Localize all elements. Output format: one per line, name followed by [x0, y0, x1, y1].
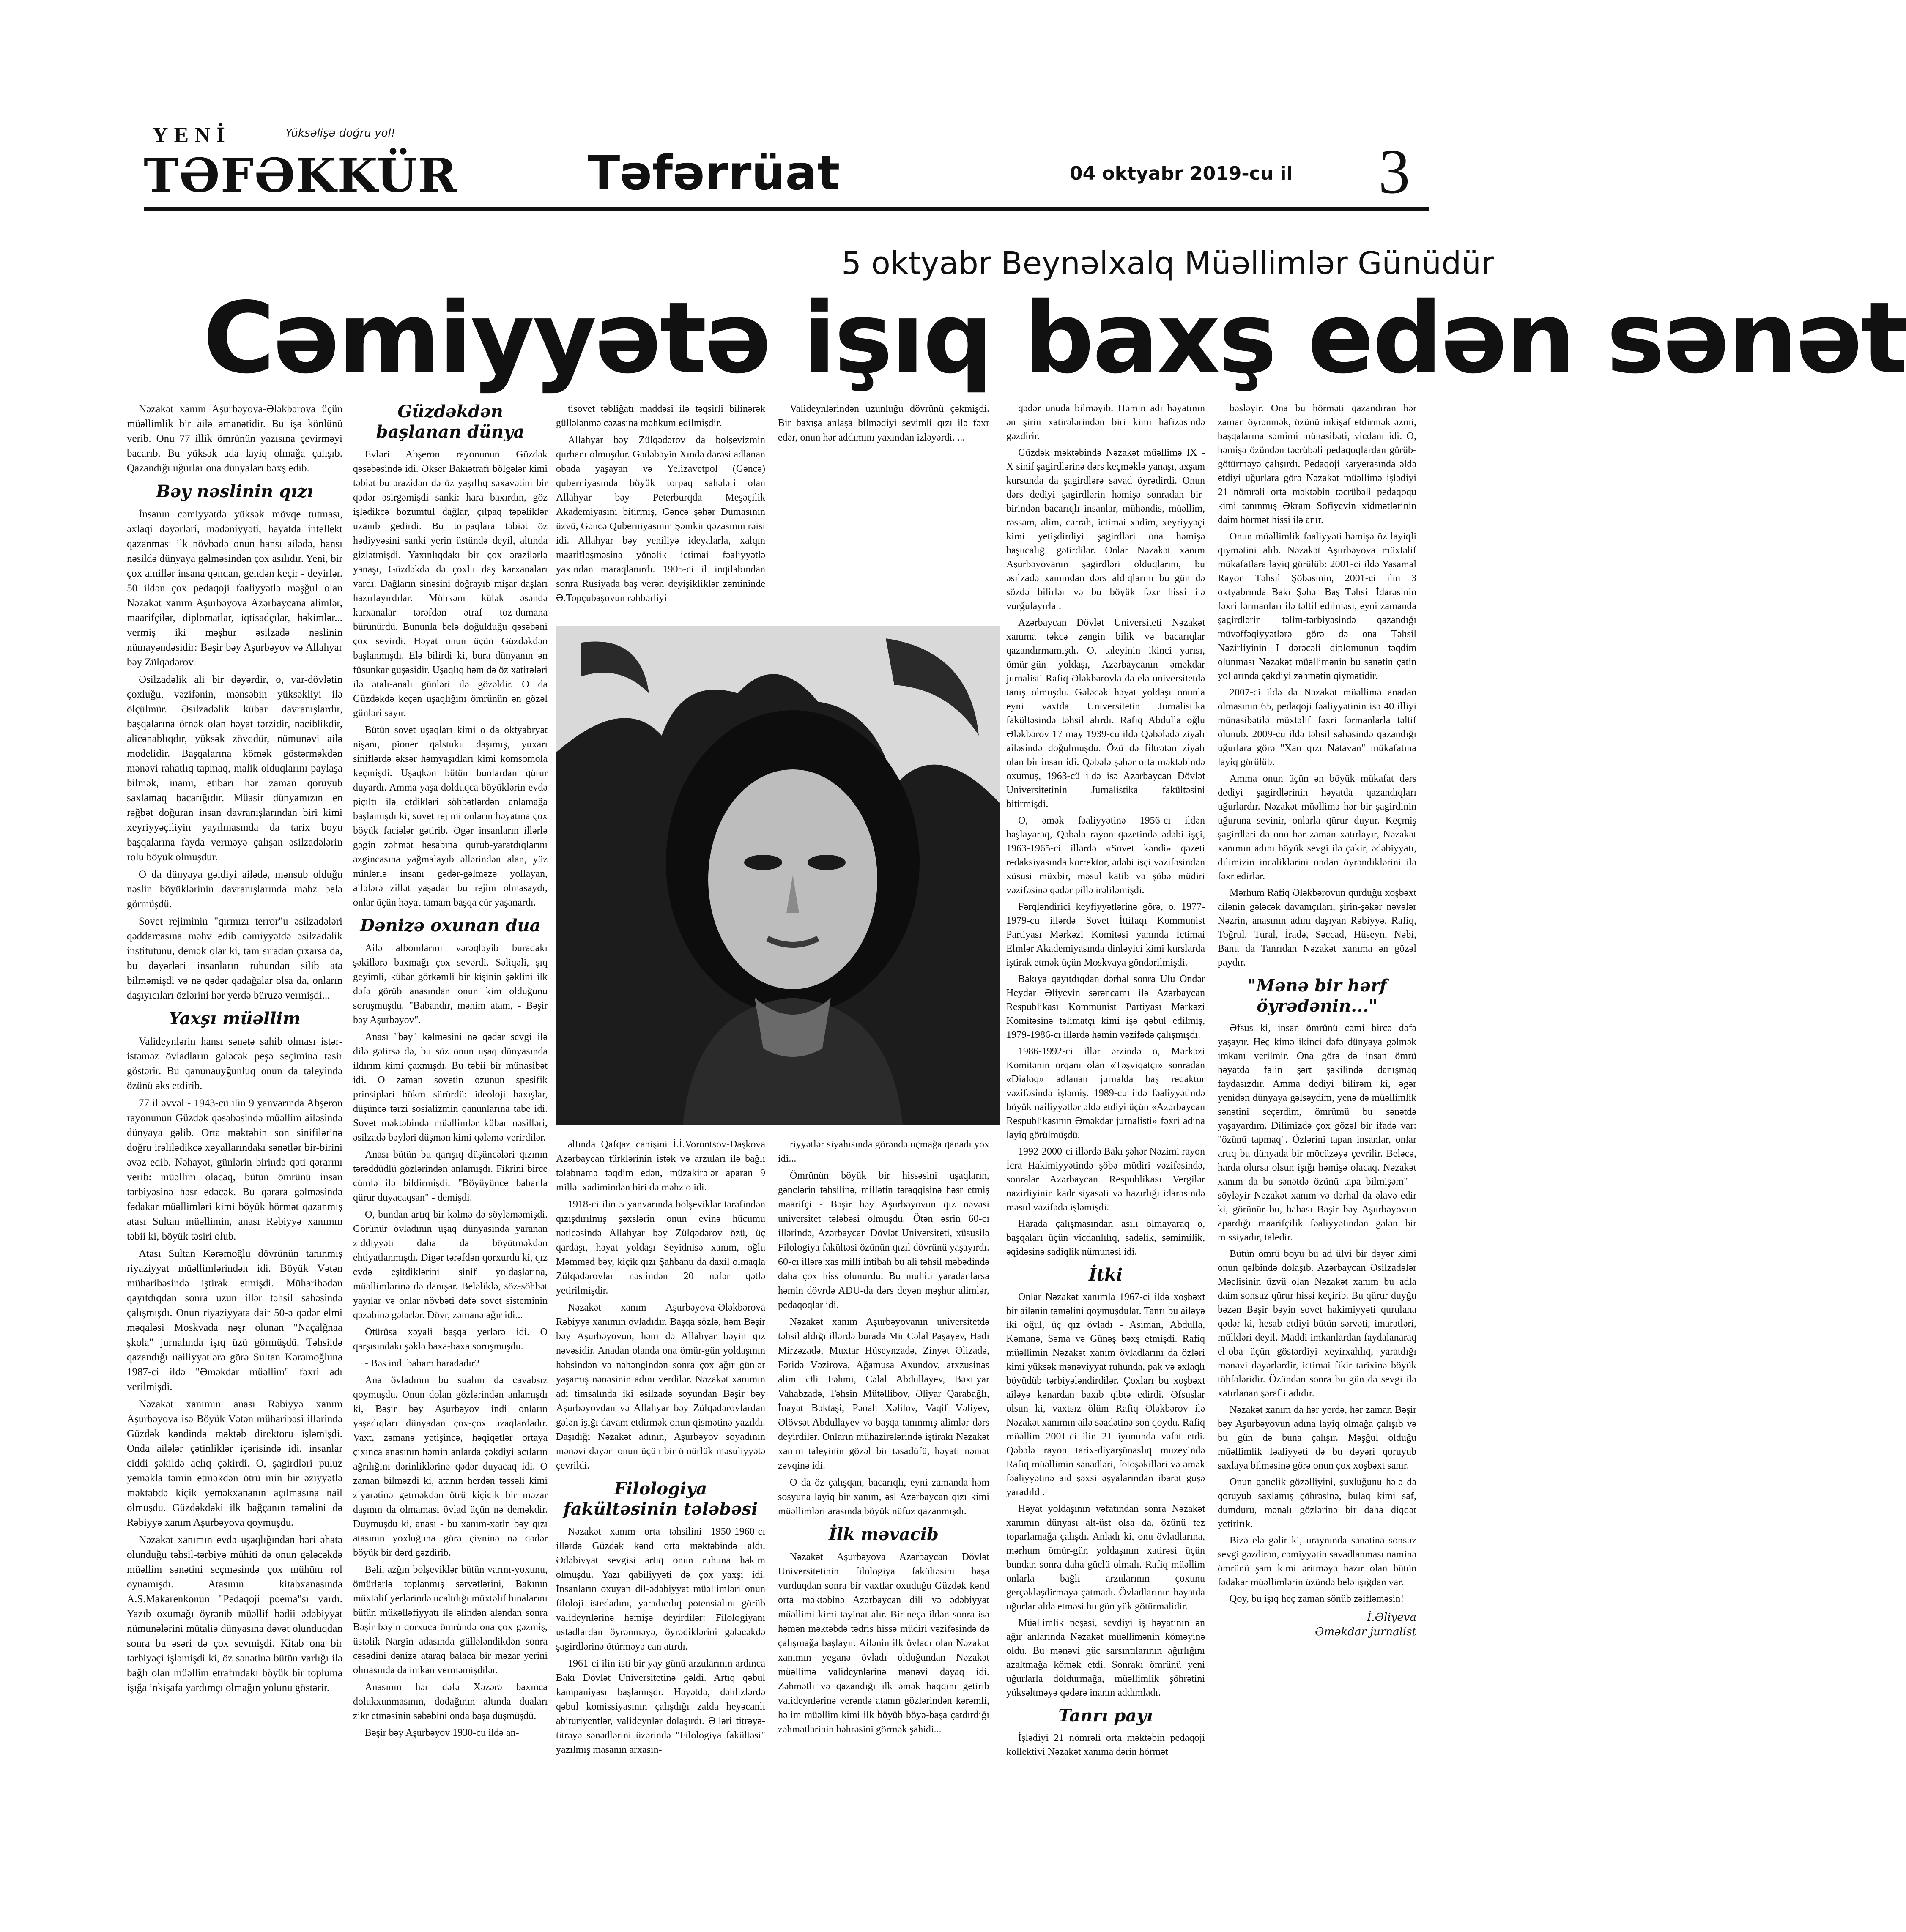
paragraph: Ailə albomlarını vərəqləyib buradakı şəkillərə baxmağı çox sevərdi. Səliqəli, şıq geyimli, kübar görkəmli bir kişinin şəklini ilk dəfə görüb anasından onun kim olduğunu soruşmuşdu. "Babandır, mənim atam, - Bəşir bəy Aşurbəyov". — [353, 943, 548, 1026]
article-headline: Cəmiyyətə işıq baxş edən sənət — [203, 281, 1906, 395]
issue-date: 04 oktyabr 2019-cu il — [1070, 163, 1293, 184]
paragraph: Valideynlərindən uzunluğu dövrünü çəkmişdi. Bir baxışa anlaşa bilmədiyi sevimli qızı ilə fəxr edər, onun hər addımını yaxından izləyərdi. ... — [778, 403, 989, 443]
paragraph: Anası "bəy" kəlməsini nə qədər sevgi ilə dilə gətirsə də, bu söz onun uşaq dünyasında ildırım kimi çaxmışdı. Bu təbii bir münasibət idi. O zaman sovetin ozunun spesifik prinsipləri hökm sürürdü: ideoloji baxışlar, düşüncə tərzi sosializmin qanunlarına tabe idi. Sovet məktəbində müəllimlər kübar nəsilləri, əsilzadə bəyləri düşmən kimi qələmə verirdilər. — [353, 1032, 548, 1143]
paragraph: Bütün ömrü boyu bu ad ülvi bir dəyər kimi onun qəlbində dolaşıb. Azərbaycan Əsilzadələr Məclisinin üzvü olan Nəzakət xanım bu adla daim sonsuz qürur hissi keçirib. Bu qürur duyğu bəzən Bəşir bəyin sovet hakimiyyəti qurulana qədər ki, hesab etdiyi bütün sərvəti, imarətləri, mülkləri deyil. Maddi imkanlardan faydalanaraq el-oba üçün göstərdiyi xeyirxahlıq, yaratdığı mənəvi dəyərlərdir, ictimai fikir tarixinə böyük töhfələridir. Özündən sonra bu gün də sevgi ilə xatırlanan şərafli adıdır. — [1218, 1248, 1416, 1399]
portrait-illustration — [556, 626, 1000, 1125]
paragraph: Əfsus ki, insan ömrünü cəmi bircə dəfə yaşayır. Heç kimə ikinci dəfə dünyaya gəlmək imkanı verilmir. Ona görə də insan ömrü həyatda fəlin şərt şəkilində danışmaq faydasızdır. Amma dediyi bilirəm ki, əgər yenidən dünyaya gəlsəydim, yenə də müəllimlik sənətini seçərdim, ömrümü bu sənətdə yaşayardım. Dilimizdə çox gözəl bir ifadə var: "özünü tapmaq". Özlərini tapan insanlar, onlar artıq bu dünyada bir möcüzəyə çevrilir. Beləcə, harda olursa olsun işığı həmişə olacaq. Nəzakət xanım da bu sənətdə özünü tapa bilmişəm" - söyləyir Nəzakət xanım və dərhal da əlavə edir ki, görünür bu, babası Bəşir bəy Aşurbəyovun apardığı maarifçilik fəaliyyətindən gələn bir missiyadır, taledir. — [1218, 1023, 1416, 1243]
paragraph: Mərhum Rafiq Ələkbərovun qurduğu xoşbəxt ailənin gələcək davamçıları, şirin-şəkər nəvələr Nəzrin, anasının adını daşıyan Rəbiyyə, Rafiq, Toğrul, Tural, İradə, Səccad, Hüseyn, Nəbi, Banu da Tanrıdan Nəzakət xanıma ən gözəl paydır. — [1218, 887, 1416, 968]
paragraph: Güzdək məktəbində Nəzakət müəllimə IX - X sinif şagirdlərinə dərs keçməklə yanaşı, axşam kursunda da şagirdlərə savad öyrədirdi. Onun dərs dediyi şagirdlərin həmişə sonradan bir-birindən bacarıqlı insanlar, mühəndis, müəllim, rəssam, alim, cərrah, ictimai xadim, xeyriyyəçi kimi yetişdirdiyi şagirdləri ona həmişə başucalığı gətirdilər. Onlar Nəzakət xanım Aşurbəyovanın şagirdləri olduqlarını, bu əsilzadə xanımdan dərs aldıqlarını bu gün də sözdə bilirlər və bu böyük fəxr hissi ilə vurğulayırlar. — [1006, 447, 1205, 612]
subheading: fakültəsinin tələbəsi — [563, 1499, 758, 1519]
author-role: Əməkdar jurnalist — [1315, 1626, 1416, 1638]
section-title: Təfərrüat — [588, 146, 840, 201]
column-5 — [1006, 402, 1205, 1762]
page-number: 3 — [1378, 137, 1410, 207]
masthead-slogan: Yüksəlişə doğru yol! — [285, 127, 396, 140]
column-1 — [127, 402, 342, 1698]
paragraph: 77 il əvvəl - 1943-cü ilin 9 yanvarında Abşeron rayonunun Güzdək qəsəbəsində müəllim ailəsində dünyaya gəlib. Orta məktəbin son sinifilərinə doğru irəlilədikcə xəyallarındakı sənətlər bir-birini əvəz edib. Nəhayət, günlərin birində qəti qərarını verib: müəllim olacaq, bütün ömrünü insan tərbiyəsinə həsr edəcək. Bu qərara gəlməsində fədakar müəllimləri kimi böyük hörmət qazanmış atası Sultan müəllimin, anası Rəbiyyə xanımın təbii ki, böyük təsiri olub. — [127, 1097, 342, 1242]
paragraph: Azərbaycan Dövlət Universiteti Nəzakət xanıma təkcə zəngin bilik və bacarıqlar qazandırmamışdı. O, taleyinin ikinci yarısı, ömür-gün yoldaşı, Azərbaycanın əməkdar jurnalisti Rafiq Ələkbərovla da elə universitetdə tanış olmuşdu. Gələcək həyat yoldaşı onunla eyni vaxtda Universitetin Jurnalistika fakültəsində təhsil alırdı. Rafiq Abdulla oğlu Ələkbərov 17 may 1939-cu ildə Qəbələdə ziyalı ailəsində doğulmuşdu. Özü də filtrətən ziyalı olan bir insan idi. Qəbələ şəhər orta məktəbində oxumuş, 1963-cü ildə isə Azərbaycan Dövlət Universitetinin Jurnalistika fakültəsini bitirmişdi. — [1006, 617, 1205, 810]
article-kicker: 5 oktyabr Beynəlxalq Müəllimlər Günüdür — [841, 245, 1494, 282]
column-6 — [1218, 402, 1416, 1639]
paragraph: tisovet təbliğatı maddəsi ilə təqsirli bilinərək güllələnmə cəzasına məhkum edilmişdir. — [556, 403, 765, 429]
paragraph: Nəzakət Aşurbəyova Azərbaycan Dövlət Universitetinin filologiya fakültəsini başa vurduqdan sonra bir vaxtlar oxuduğu Güzdək kənd orta məktəbinə Azərbaycan dili və ədəbiyyat müəllimi kimi təyinat alır. Bir neçə ildən sonra isə həmən məktəbdə tədris hissə müdiri vəzifəsində də çalışmağa başlayır. Ailənin ilk övladı olan Nəzakət xanımın yeganə övladı olduğundan Nəzakət müəllimə valideynlərinə mənəvi dayaq idi. Zəhmətli və qazandığı ilk əmək haqqını getirib valideynlərinə verəndə atanın gözlərindən kərəmli, həlim müəllim kimi ilk böyüb böyə-başa çatdırdığı zəhmətlərinin bəhrəsini görmək şahidi... — [778, 1552, 989, 1735]
paragraph: Amma onun üçün ən böyük mükafat dərs dediyi şagirdlərinin həyatda qazandıqları uğurlardır. Nəzakət müəllimə hər bir şagirdinin uğuruna sevinir, onlarla qürur duyur. Keçmiş şagirdləri də onu hər zaman xatırlayır, Nəzakət xanımın adını böyük sevgi ilə çəkir, ədəbiyyatı, dilimizin incəliklərini ondan öyrəndiklərini ilə fəxr edirlər. — [1218, 773, 1416, 882]
paragraph: O da öz çalışqan, bacarıqlı, eyni zamanda həm sosyuna layiq bir xanım, əsl Azərbaycan qızı kimi müəllimləri arasında böyük nüfuz qazanmışdı. — [778, 1477, 989, 1517]
column-3-bottom — [556, 1137, 765, 1760]
paragraph: Anasının hər dəfə Xəzərə baxınca dolukxunmasının, dodağının altında duaları zikr etməsinin səbəbini onda başa düşmüşdü. — [353, 1682, 548, 1721]
paragraph: Nəzakət xanım orta təhsilini 1950-1960-cı illərdə Güzdək kənd orta məktəbində aldı. Ədəbiyyat sevgisi artıq onun ruhuna hakim olmuşdu. Yazı qabiliyyəti də çox yaxşı idi. İnsanların oxuyan dil-ədəbiyyat müəllimləri onun filoloji istedadını, yaradıcılıq potensialını görüb valideynlərinə həmişə deyirdilər: Filologiyanı ustadlardan öyrənməyə, öyrədiklərini gələcəkdə şagirdlərinə ötürməyə can atırdı. — [556, 1526, 765, 1652]
subheading: İlk məvacib — [829, 1524, 939, 1544]
paragraph: Ana övladının bu sualını da cavabsız qoymuşdu. Onun dolan gözlərindən anlamışdı ki, Bəşir bəy Aşurbəyov indi onların yaşadıqları dünyadan çox-çox uzaqlardadır. Vaxt, zəmanə yetişincə, həqiqətlər ortaya çıxınca anasının həmin anlarda çəkdiyi acıların ağrılığını dərinliklərinə qədər duyacaq idi. O zaman bilməzdi ki, atanın herdən təssəli kimi ziyarətinə getməkdən ötrü kiçicik bir məzar daşının da olmaması övlad üçün nə deməkdir. Duymuşdu ki, anası - bu xanım-xatin bəy qızı atasının yoxluğuna görə çiyninə nə qədər böyük bir dərd gəzdirib. — [353, 1375, 548, 1558]
paragraph: Nəzakət xanımın evdə uşaqlığından bəri əhatə olunduğu təhsil-tərbiyə mühiti də onun gələcəkdə müəllim sənətini seçməsində çox mühüm rol oynamışdı. Atasının kitabxanasında A.S.Makarenkonun "Pedaqoji poema"sı vardı. Yazıb oxumağı öyrənib müəllif bədii ədəbiyyat nümunələrini mütaliə dünyasına dəvət olunduqdan sonra bu əsəri də çox sevmişdi. Kitab ona bir tərbiyəçi işləmişdi ki, öz sənətinə bütün varlığı ilə bağlı olan müəllim etrafındakı böyük bir topluma işığa inkişafa yardımçı olmağın yolunu göstərir. — [127, 1534, 342, 1694]
masthead-logo-small: YENİ — [152, 123, 231, 147]
author-signature — [1218, 1610, 1416, 1639]
subheading: Filologiya — [614, 1479, 707, 1499]
subheading: Bəy nəslinin qızı — [156, 482, 314, 501]
paragraph: riyyətlər siyahısında görəndə uçmağa qanadı yox idi... — [778, 1139, 989, 1164]
paragraph: Onun müəllimlik fəaliyyəti həmişə öz layiqli qiymətini alıb. Nəzakət Aşurbəyova müxtəlif mükafatlara layiq görülüb: 2001-ci ildə Yasamal Rayon Təhsil Şöbəsinin, 2001-ci ilin 3 oktyabrında Bakı Şəhər Baş Təhsil İdarəsinin fəxri fərmanları ilə təltif edilməsi, eyni zamanda şagirdlərin təlim-tərbiyəsində qazandığı müvəffəqiyyətlərə görə də ona Təhsil Nazirliyinin I dərəcəli diplomunun təqdim olunması Nəzakət müəllimənin bu sənətin çətin yollarında çəkdiyi zəhmətin qiymətidir. — [1218, 531, 1416, 681]
paragraph: Bakıya qayıtdıqdan dərhal sonra Ulu Öndər Heydər Əliyevin sərəncamı ilə Azərbaycan Respublikası Kommunist Partiyası Mərkəzi Komitəsinə təlimatçı kimi işə qəbul edilmiş, 1979-1986-cı illərdə həmin vəzifədə çalışmışdı. — [1006, 974, 1205, 1040]
paragraph: Harada çalışmasından asılı olmayaraq o, başqaları üçün vicdanlılıq, sadəlik, səmimilik, əqidəsinə sadiqlik nümunəsi idi. — [1006, 1218, 1205, 1257]
paragraph: Bizə elə gəlir ki, uraynında sənətinə sonsuz sevgi gəzdirən, cəmiyyətin savadlanması naminə ömrünü şam kimi əritməyə hazır olan bütün fədakar müəllimlərin üzündə belə işığdan var. — [1218, 1535, 1416, 1588]
paragraph: Nəzakət xanım Aşurbəyovanın universitetdə təhsil aldığı illərdə burada Mir Cəlal Paşayev, Hadi Mirzəzadə, Muxtar Hüseynzadə, Zinyət Əlizadə, Fəridə Vəzirova, Ağamusa Axundov, arxzusinas alim Əli Fəhmi, Cəlal Abdullayev, Bəxtiyar Vahabzadə, Təhsin Mütəllibov, Əliyar Qarabağlı, İnayət Bəktaşi, Pənah Xəlilov, Vaqif Vəliyev, Əlövsət Abdullayev və başqa tanınmış alimlər dərs deyirdilər. Onların mühazirələrində iştirakı Nəzakət xanım taleyinin gözəl bir təsadüfü, həyati nəmət zəvqinə idi. — [778, 1316, 989, 1471]
paragraph: Bütün sovet uşaqları kimi o da oktyabryat nişanı, pioner qalstuku daşımış, yuxarı siniflərdə əksər həmyaşıdları kimi komsomola keçmişdi. Uşaqkən bütün bunlardan qürur duyardı. Amma yaşa dolduqca böyüklərin evdə piçıltı ilə etdikləri söhbətlərdən anlamağa başlamışdı ki, sovet rejimi onların həyatına çox böyük faciələr gətirib. Əgər insanların illərlə gəgin zəhmət hesabına qurub-yaratdıqlarını əzgincasına yağmalayıb əllərindən alan, yüz minlərlə insanı gədər-gəlməzə yollayan, ailələrə zillət yaşadan bu rejim olmasaydı, onlar üçün həyat tamam başqa cür yaşanardı. — [353, 725, 548, 908]
paragraph: altında Qafqaz canişini İ.İ.Vorontsov-Daşkova Azərbaycan türklərinin istək və arzuları ilə bağlı təlabnamə təqdim edən, müzakirələr aparan 9 millət xadimindən biri də məhz o idi. — [556, 1139, 765, 1193]
column-4-top — [778, 402, 989, 447]
subheading: öyrədənin..." — [1257, 996, 1377, 1016]
column-4-bottom — [778, 1137, 989, 1739]
paragraph: Nəzakət xanım Aşurbəyova-Ələkbərova üçün müəllimlik bir ailə əmanətidir. Bu işə könlünü verib. Onu 77 illik ömrünün yazısına çevirməyi bacarıb. Bu yüksək ada layiq olmağa çalışıb. Qazandığı uğurlar ona dünyaları bəxş edib. — [127, 403, 342, 474]
subheading: "Mənə bir hərf — [1247, 976, 1387, 996]
paragraph: Ötürüsa xəyali başqa yerlərə idi. O qarşısındakı şəklə baxa-baxa soruşmuşdu. — [353, 1327, 548, 1352]
subheading: Yaxşı müəllim — [169, 1009, 301, 1029]
author-name: İ.Əliyeva — [1367, 1611, 1416, 1624]
paragraph: Allahyar bəy Zülqədərov da bolşevizmin qurbanı olmuşdur. Gədəbəyin Xındə dərəsi adlanan obada yaşayan və Yelizavetpol (Gəncə) quberniyasında böyük torpaq sahələri olan Allahyar bəy Peterburqda Meşəçilik Akademiyasını bitirmiş, Gəncə şəhər Dumasının üzvü, Gəncə Quberniyasının Şəmkir qəzasının rəisi idi. Allahyar bəy yeniliyə ideyalarla, xalqın maarifləşməsinə yönəlik ictimai fəaliyyətlə yaxından maraqlanırdı. 1905-ci il inqilabından sonra Rusiyada baş verən deyişikliklər zəmininde Ə.Topçubaşovun rəhbərliyi — [556, 435, 765, 604]
paragraph: 1961-ci ilin isti bir yay günü arzularının ardınca Bakı Dövlət Universitetinə gəldi. Artıq qəbul kampaniyası başlamışdı. Həyətdə, dəhlizlərdə qəbul komissiyasının çalışdığı zalda heyəcanlı abituriyentlər, valideynlər dolaşırdı. Əlləri titrəyə-titrəyə sənədlərini üzərində "Filologiya fakültəsi" yazılmış masanın arxasın- — [556, 1658, 765, 1755]
paragraph: 1986-1992-ci illər ərzində o, Mərkəzi Komitənin orqanı olan «Təşviqatçı» sonradan «Dialoq» adlanan jurnalda baş redaktor vəzifəsində işləmiş. 1989-cu ildə fəaliyyətində böyük nailiyyətlər əldə etdiyi üçün «Azərbaycan Respublikasının Əməkdar jurnalisti» fəxri adına layiq görülmüşdü. — [1006, 1046, 1205, 1141]
paragraph: O, bundan artıq bir kəlmə də söyləməmişdi. Görünür övladının uşaq dünyasında yaranan ziddiyyəti daha da böyütməkdən ehtiyatlanmışdı. Digər tərəfdən qorxurdu ki, qız evdə eşitdiklərini sinif yoldaşlarına, müəllimlərinə də danışar. Beləliklə, söz-söhbət yayılar və onlar növbəti dəfə sovet sisteminin qəzəbinə gələrlər. Dövr, zəmanə ağır idi... — [353, 1209, 548, 1321]
paragraph: Onun gənclik gözəlliyini, şuxluğunu hələ də qoruyub saxlamış çöhrəsinə, bulaq kimi saf, dumduru, mənalı gözlərinə bir daha diqqət yetirirık. — [1218, 1477, 1416, 1530]
paragraph: Onlar Nəzakət xanımla 1967-ci ildə xoşbəxt bir ailənin təməlini qoymuşdular. Tanrı bu ailəyə iki oğul, üç qız övladı - Asiman, Abdulla, Kəmanə, Səma və Günəş bəxş etmişdi. Rafiq müəllimin Nəzakət xanım övladlarını da özləri kimi yüksək mənəviyyat ruhunda, pak və əxlaqlı böyüdüb tərbiyələndirdilər. Çoxları bu xoşbəxt ailəyə kənardan baxıb qibtə edirdi. Əfsuslar olsun ki, vaxtsız ölüm Rafiq Ələkbərov ilə Nəzakət xanımın ailə səadətinə son qoydu. Rafiq müəllim 2001-ci ilin 21 iyununda vəfat etdi. Qəbələ rayon tarix-diyarşünaslıq muzeyində Rafiq müəllimin sənədləri, fotoşəkilləri və əmək fəaliyyətinə aid şəxsi əşyalarından ibarət guşə yaradıldı. — [1006, 1292, 1205, 1498]
portrait-photo — [556, 626, 1000, 1125]
subheading: Tanrı payı — [1058, 1706, 1153, 1726]
subheading: Dənizə oxunan dua — [360, 916, 541, 936]
subheading: İtki — [1088, 1265, 1123, 1285]
paragraph: Müəllimlik peşəsi, sevdiyi iş həyatının ən ağır anlarında Nəzakət müəllimənin köməyinə oldu. Bu mənəvi güc sarsıntılarının ağırlığını azaltmağa kömək etdi. Sonrakı ömrünü yeni uğurlarla doldurmağa, müəllimlik şöhrətini yüksəltməyə qədərə inanın addımladı. — [1006, 1617, 1205, 1698]
paragraph: Nəzakət xanımın anası Rəbiyyə xanım Aşurbəyova isə Böyük Vətən müharibəsi illərində Güzdək kəndində məktəb direktoru işləmişdi. Onda ailələr çətinliklər içərisində idi, insanlar ciddi şəkildə aclıq çəkirdi. O, şagirdləri puluz yeməkla təmin etməkdən ötrü min bir əziyyətlə məktəbdə kiçik yeməkxananın açılmasına nail olmuşdu. Güzdəkdəki ilk bağçanın təməlini də Rəbiyyə xanım Aşurbəyova qoymuşdu. — [127, 1398, 342, 1528]
paragraph: Atası Sultan Kərəmoğlu dövrünün tanınmış riyaziyyat müəllimlərindən idi. Böyük Vətən müharibəsində iştirak etmişdi. Müharibədən qayıtdıqdan sonra uzun illər təhsil sahəsində çalışmışdı. Onun riyaziyyata dair 50-ə qədər elmi məqaləsi Moskvada nəşr olunan "Naçalğnaa şkola" jurnalında işıq üzü görmüşdü. Təhsildə qazandığı nailiyyətlərə görə Sultan Kərəmoğluna 1987-ci ildə "Əməkdar müəllim" fəxri adı verilmişdi. — [127, 1248, 342, 1393]
paragraph: Anası bütün bu qarışıq düşüncələri qızının tərəddüdlü gözlərindən anlamışdı. Fikrini birce cümlə ilə bildirmişdi: "Böyüyünce babanla qürur duyacaqsan" - demişdi. — [353, 1149, 548, 1203]
paragraph: 1918-ci ilin 5 yanvarında bolşeviklər tərəfindən qızışdırılmış şəxslərin onun evinə hücumu nəticəsində Allahyar bəy Zülqədərov özü, üç qardaşı, həyat yoldaşı Seyidnisə xanım, oğlu Məmməd bəy, kiçik qızı Şahbanu da daxil olmaqla Zülqədərovlar nəslindən 20 nəfər qətlə yetirilmişdir. — [556, 1199, 765, 1296]
paragraph: Valideynlərin hansı sənətə sahib olması istər-istəməz övladların gələcək peşə seçiminə təsir göstərir. Bu qanunauyğunluq onun da taleyində özünü əks etdirib. — [127, 1036, 342, 1092]
paragraph: İşlədiyi 21 nömrəli orta məktəbin pedaqoji kollektivi Nəzakət xanıma dərin hörmət — [1006, 1732, 1205, 1757]
paragraph: 1992-2000-ci illərdə Bakı şəhər Nəzimi rayon İcra Hakimiyyətində şöbə müdiri vəzifəsində, sonralar Azərbaycan Respublikası Vergilər nazirliyinin kadr siyasəti və hazırlığı idarəsində məsul vəzifədə işləmişdi. — [1006, 1146, 1205, 1213]
paragraph: Qoy, bu işıq heç zaman sönüb zəifləməsin! — [1230, 1593, 1404, 1604]
paragraph: Həyat yoldaşının vəfatından sonra Nəzakət xanımın dünyası alt-üst olsa da, özünü tez toparlamağa çalışdı. Anladı ki, onu övladlarına, mərhum ömür-gün yoldaşının xatirəsi üçün bundan sonra daha güclü olmalı. Rafiq müəllim onlarla bağlı arzularının çoxunu gerçəkləşdirməyə çatmadı. Övladlarının həyatda uğurlar əldə etməsi bu gün yük götürməlidir. — [1006, 1503, 1205, 1612]
paragraph: İnsanın cəmiyyətdə yüksək mövqe tutması, əxlaqi dəyərləri, mədəniyyəti, hayatda intellekt qazanması ilk növbədə onun hansı ailədə, hansı nəsildə dünyaya gəlməsindən çox asılıdır. Yeni, bir çox amillər insana qəndan, gendən keçir - deyirlər. 50 ildən çox pedaqoji fəaliyyətlə məşğul olan Nəzakət xanım Aşurbəyova Azərbaycana alimlər, maarifçilər, diplomatlar, iqtisadçılar, həkimlər... vermiş iki məşhur əsilzadə nəslinin nümayəndəsidir: Bəşir bəy Aşurbəyov və Allahyar bəy Zülqədərov. — [127, 509, 342, 668]
paragraph: O da dünyaya gəldiyi ailədə, mənsub olduğu nəslin böyüklərinin davranışlarında məhz belə görmüşdü. — [127, 869, 342, 910]
paragraph: Əsilzadəlik ali bir dəyərdir, o, var-dövlətin çoxluğu, vəzifənin, mənsəbin yüksəkliyi ilə ölçülmür. Əsilzadəlik kübar davranışlardır, başqalarına örnək olan həyat tərzidir, nəciblikdir, alicənablıqdır, yüksək zövqdür, nümunəvi ailə modelidir. Başqalarına kömək göstərməkdən mənəvi rahatlıq tapmaq, malik olduqlarını paylaşa bilmək, inamı, etibarı hər zaman qoruyub saxlamaq bacarığıdır. Müasir dünyamızın en rəğbət doğuran insan davranışlarından biri kimi xeyriyyəçiliyin yayılmasında da tarix boyu başqalarına fayda verməyə çalışan əsilzadələrin rolu böyük olmuşdur. — [127, 674, 342, 863]
subheading: başlanan dünya — [376, 422, 525, 442]
paragraph: Bəşir bəy Aşurbəyov 1930-cu ildə an- — [365, 1727, 519, 1738]
masthead-logo: TƏFƏKKÜR — [144, 148, 458, 203]
paragraph: Nəzakət xanım Aşurbəyova-Ələkbərova Rəbiyyə xanımın övladıdır. Başqa sözlə, həm Bəşir bəy Aşurbəyovun, həm də Allahyar bəyin qız nəvəsidir. Anadan olanda ona ömür-gün yoldaşının həbsindən və nəhəngindən sonra çox ağır günlər yaşamış nənəsinin adını verdilər. Nəzakət xanımın adı timsalında iki əsilzadə soyundan Bəşir bəy Aşurbəyovdan və Allahyar bəy Zülqədərovlardan gələn işığı davam etdirmək onun qismətinə yazıldı. Daşıdığı Nəzakət adının, Aşurbəyov soyadının mənəvi dəyəri onun üçün bir ömürlük məsuliyyətə çevrildi. — [556, 1302, 765, 1471]
paragraph: qədər unuda bilməyib. Həmin adı həyatının ən şirin xatirələrindən biri kimi hafizəsində gəzdirir. — [1006, 403, 1205, 442]
paragraph: Fərqləndirici keyfiyyətlərinə görə, o, 1977-1979-cu illərdə Sovet İttifaqı Kommunist Partiyası Mərkəzi Komitəsi yanında İctimai Elmlər Akademiyasında dinləyici kimi kurslarda iştirak etmək üçün Moskvaya göndərilmişdi. — [1006, 901, 1205, 968]
column-2 — [353, 402, 548, 1743]
paragraph: 2007-ci ildə də Nəzakət müəllimə anadan olmasının 65, pedaqoji fəaliyyətinin isə 40 illiyi münasibətilə müxtəlif fəxri fərmanlarla təltif olunub. 2009-cu ildə təhsil sahəsində qazandığı uğurlara görə "Xan qızı Natavan" mükafatına layiq görülüb. — [1218, 687, 1416, 768]
paragraph: Bəli, azğın bolşeviklər bütün varını-yoxunu, ömürlərlə toplanmış sərvətlərini, Bakının müxtəlif yerlərində ucaltdığı müxtəlif binalarını bütün mükəlləfiyyatı ilə əlindən aləndan sonra Bəşir bəyin qorxuca ömründə ona çox gəzmiş, üstəlik Nargin adasında güllələndikdən sonra cəsədini dənizə ataraq balaca bir məzar yerini olmasında da imkan verməmişdilər. — [353, 1564, 548, 1676]
paragraph: - Bəs indi babam haradadır? — [365, 1358, 479, 1369]
paragraph: Sovet rejiminin "qırmızı terror"u əsilzadələri qəddarcasına məhv edib cəmiyyətdə əsilzadəlik institutunu, demək olar ki, tam sıradan çıxarsa da, bu dəyərləri insanların ruhundan silib ata bilməmişdi və nə qədər qadağalar olsa da, onların daşıyıcıları özlərini hər yerdə büruzə vermişdi... — [127, 916, 342, 1001]
paragraph: Ömrünün böyük bir hissəsini uşaqların, gənclərin təhsilinə, millətin tərəqqisinə həsr etmiş maarifçi - Bəşir bəy Aşurbəyovun qız nəvəsi universitet tələbəsi olmuşdu. Ötən əsrin 60-cı illərində, Azərbaycan Dövlət Universiteti, xüsusilə Filologiya fakültəsi özünün qızıl dövrünü yaşayırdı. 60-cı illərə xas milli intibah bu ali təhsil məbədində daha çox hiss olunurdu. Bu muhiti yaradanlarsa həmin dövrdə ADU-da dərs deyən məşhur alimlər, pedaqoqlar idi. — [778, 1170, 989, 1311]
paragraph: O, əmək fəaliyyətinə 1956-cı ildən başlayaraq, Qəbələ rayon qəzetində ədəbi işçi, 1963-1965-ci illərdə «Sovet kəndi» qəzeti redaksiyasında korrektor, ədəbi işçi vəzifəsindən xüsusi müxbir, məsul katib və şöbə müdiri vəzifəsinə qədər pillə irəliləmişdi. — [1006, 815, 1205, 896]
masthead — [144, 123, 1425, 207]
column-3-top — [556, 402, 765, 608]
masthead-divider — [144, 207, 1429, 211]
subheading: Güzdəkdən — [397, 402, 503, 421]
paragraph: bəsləyir. Ona bu hörməti qazandıran hər zaman öyrənmək, özünü inkişaf etdirmək əzmi, başqalarına səmimi münasibəti, vicdanı idi. O, həmişə özündən təcrübəli pedaqoqlardan görüb-götürməyə çalışırdı. Pedaqoji karyerasında əldə etdiyi uğurlara görə Nəzakət müəllimə işlədiyi 21 nömrəli orta məktəbin təcrübəli pedaqoqu kimi tanınmış Əkram Sofiyevin xidmətlərinin daim hörmət hissi ilə anır. — [1218, 403, 1416, 525]
paragraph: Nəzakət xanım da hər yerdə, hər zaman Bəşir bəy Aşurbəyovun adına layiq olmağa çalışıb və bu gün də buna çalışır. Məşğul olduğu müəllimlik fəaliyyəti də bu dəyəri qoruyub saxlaya bilməsinə görə onun çox xoşbəxt sanır. — [1218, 1404, 1416, 1471]
paragraph: Evləri Abşeron rayonunun Güzdək qəsəbəsində idi. Əkser Bakıətrafı bölgələr kimi təbiət bu ərazidən də öz yaşıllıq səxavətini bir qədər əsirgəmişdi sanki: hara baxırdın, göz işlədikcə bozumtul dağlar, çılpaq təpəliklər uzanıb gedirdi. Bu torpaqlara təbiət öz hədiyyəsini sanki yerin üstündə deyil, altında gizlətmişdi. Yaxınlıqdakı bir çox ərazilərlə yanaşı, Güzdəkdə də çoxlu daş karxanaları vardı. Dağların sinəsini doğrayıb mişar daşları hazırlayırdılar. Möhkəm külək əsəndə karxanalar tərəfdən ətraf toz-dumana bürünürdü. Bununla belə doğulduğu qəsəbəni çox sevirdi. Həyat onun üçün Güzdəkdən başlanmışdı. Elə bilirdi ki, bura dünyanın ən füsunkar guşəsidir. Uşaqlıq həm də öz xatirələri ilə ətalı-analı günləri ilə gözəldir. O da Güzdəkdə keçən uşaqlığını ömrünün ən gözəl günləri sayır. — [353, 449, 548, 719]
